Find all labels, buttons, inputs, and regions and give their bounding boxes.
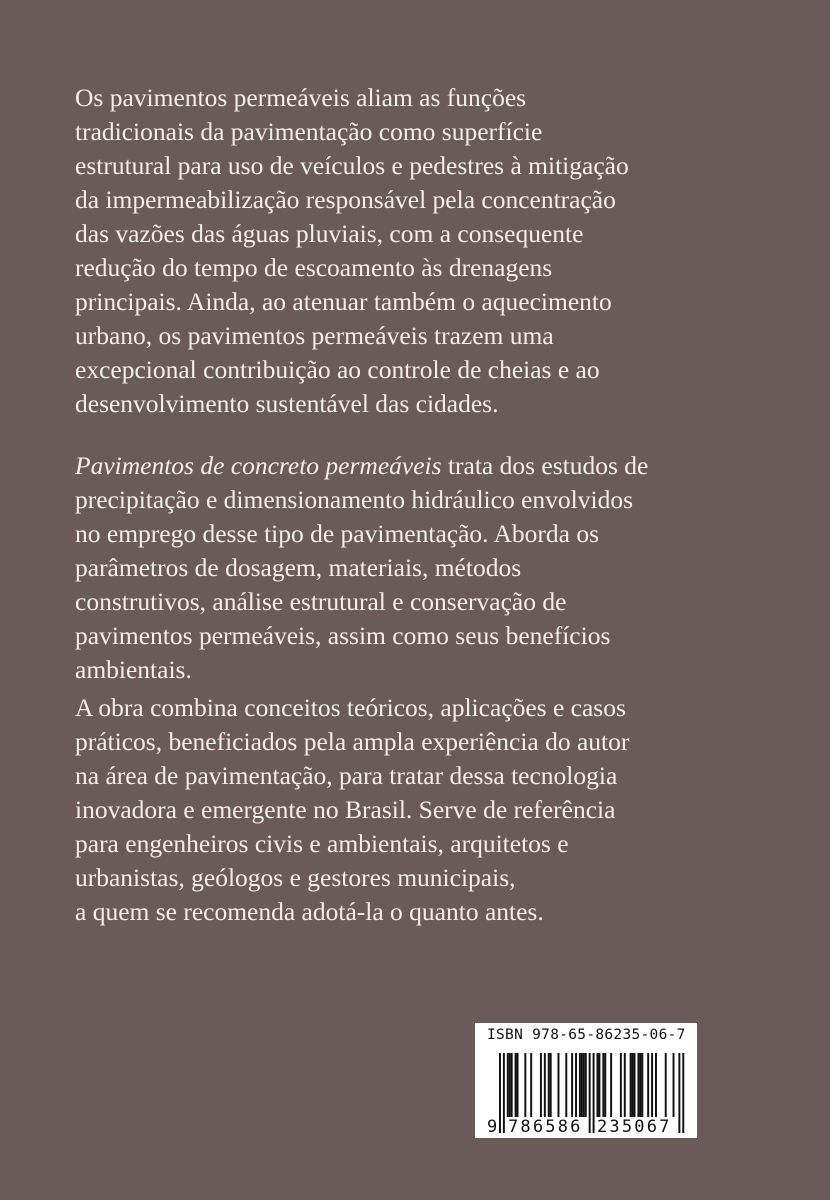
paragraph-line: das vazões das águas pluviais, com a consequente <box>75 219 584 248</box>
paragraph-audience <box>75 691 629 929</box>
book-title: Pavimentos de concreto permeáveis <box>75 451 442 480</box>
barcode-bar <box>637 1053 639 1117</box>
paragraph-line: no emprego desse tipo de pavimentação. Aborda os <box>75 519 600 548</box>
barcode-bar <box>598 1053 600 1117</box>
paragraph-line: pavimentos permeáveis, assim como seus benefícios <box>75 621 611 650</box>
barcode-left-digits: 786586 <box>508 1117 583 1137</box>
paragraph-line: urbanistas, geólogos e gestores municipais, <box>75 863 516 892</box>
paragraph-line: estrutural para uso de veículos e pedestres à mitigação <box>75 151 629 180</box>
barcode-bar <box>634 1053 636 1117</box>
barcode-bar <box>639 1053 641 1117</box>
paragraph-line: inovadora e emergente no Brasil. Serve de referência <box>75 795 616 824</box>
barcode-bar <box>540 1053 542 1117</box>
barcode-first-digit: 9 <box>487 1117 500 1137</box>
barcode-bar <box>630 1053 632 1117</box>
barcode-bar <box>509 1053 511 1117</box>
paragraph-line: urbano, os pavimentos permeáveis trazem uma <box>75 321 554 350</box>
barcode-bar <box>610 1053 612 1117</box>
barcode-bar <box>655 1053 657 1117</box>
paragraph-line: da impermeabilização responsável pela concentração <box>75 185 616 214</box>
paragraph-line: Os pavimentos permeáveis aliam as funções <box>75 83 527 112</box>
barcode-bar <box>682 1053 684 1133</box>
barcode-bar <box>575 1053 577 1117</box>
barcode-bar <box>620 1053 622 1117</box>
barcode-bar <box>571 1053 573 1117</box>
paragraph-line: desenvolvimento sustentável das cidades. <box>75 389 499 418</box>
barcode-bar <box>548 1053 550 1117</box>
paragraph-line: práticos, beneficiados pela ampla experiência do autor <box>75 727 630 756</box>
barcode-bar <box>583 1053 585 1117</box>
paragraph-intro <box>75 81 629 421</box>
barcode-bar <box>673 1053 675 1117</box>
barcode-bar <box>597 1053 599 1117</box>
barcode-bar <box>665 1053 667 1117</box>
paragraph-line: tradicionais da pavimentação como superfície <box>75 117 543 146</box>
paragraph-line: principais. Ainda, ao atenuar também o aquecimento <box>75 287 612 316</box>
paragraph-line: A obra combina conceitos teóricos, aplicações e casos <box>75 693 626 722</box>
barcode-bar <box>524 1053 526 1117</box>
barcode-bar <box>632 1053 634 1117</box>
isbn-barcode <box>475 1023 697 1138</box>
barcode-bar <box>593 1053 595 1133</box>
paragraph-line: precipitação e dimensionamento hidráulico envolvidos <box>75 485 633 514</box>
barcode-bar <box>585 1053 587 1117</box>
barcode-bar <box>604 1053 606 1117</box>
barcode-bar <box>651 1053 653 1117</box>
barcode-bar <box>565 1053 567 1117</box>
barcode-bar <box>641 1053 643 1117</box>
isbn-label: ISBN 978-65-86235-06-7 <box>487 1027 686 1043</box>
barcode-bar <box>624 1053 626 1117</box>
paragraph-line: construtivos, análise estrutural e conservação de <box>75 587 567 616</box>
paragraph-line: Pavimentos de concreto permeáveis trata dos estudos de <box>75 451 649 480</box>
barcode-bar <box>544 1053 546 1117</box>
barcode-bar <box>589 1053 591 1133</box>
barcode-bar <box>678 1053 680 1133</box>
barcode-bar <box>507 1053 509 1117</box>
barcode-bar <box>530 1053 532 1117</box>
barcode-bar <box>550 1053 552 1117</box>
barcode-bar <box>558 1053 560 1117</box>
paragraph-line: na área de pavimentação, para tratar dessa tecnologia <box>75 761 618 790</box>
paragraph-line: redução do tempo de escoamento às drenagens <box>75 253 553 282</box>
paragraph-line: a quem se recomenda adotá-la o quanto antes. <box>75 897 544 926</box>
barcode-right-digits: 235067 <box>597 1117 672 1137</box>
paragraph-line: ambientais. <box>75 655 192 684</box>
barcode-bar <box>511 1053 513 1117</box>
paragraph-line: excepcional contribuição ao controle de cheias e ao <box>75 355 600 384</box>
barcode-bar <box>581 1053 583 1117</box>
paragraph-contents <box>75 449 648 687</box>
barcode-bar <box>517 1053 519 1117</box>
paragraph-line: para engenheiros civis e ambientais, arquitetos e <box>75 829 569 858</box>
paragraph-line: parâmetros de dosagem, materiais, métodos <box>75 553 522 582</box>
barcode-bar <box>579 1053 581 1117</box>
barcode-bar <box>515 1053 517 1117</box>
barcode-bar <box>647 1053 649 1117</box>
barcode-bar <box>602 1053 604 1117</box>
barcode-bar <box>503 1053 505 1133</box>
